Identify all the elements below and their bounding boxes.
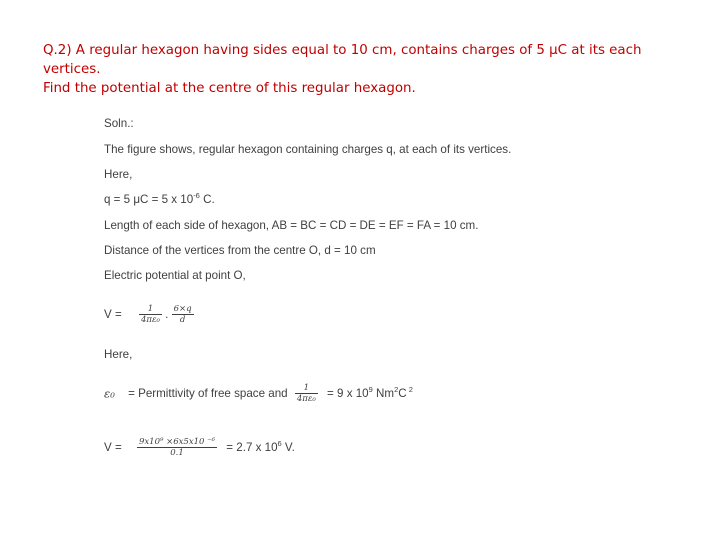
here-label-2: Here, — [104, 348, 133, 361]
unit-coulomb: C — [398, 387, 407, 400]
charge-distance-fraction — [172, 304, 194, 325]
result-unit: V. — [281, 441, 295, 454]
calc-prefix: V = — [104, 441, 122, 454]
calc-denominator: 0.1 — [170, 448, 184, 458]
figure-description: The figure shows, regular hexagon containing charges q, at each of its vertices. — [104, 143, 512, 156]
here-label: Here, — [104, 168, 133, 181]
question-line-2: Find the potential at the centre of this regular hexagon. — [43, 81, 416, 96]
value-exponent: 9 — [368, 385, 373, 394]
question-line-1: Q.2) A regular hexagon having sides equal to 10 cm, contains charges of 5 μC at its each vertices. — [43, 43, 642, 77]
charge-unit: C. — [199, 193, 215, 206]
calc-numerator: 9x10⁹ ×6x5x10 ⁻⁶ — [138, 437, 216, 447]
permittivity-value — [327, 387, 413, 400]
charge-value — [104, 193, 215, 206]
permittivity-line — [104, 383, 413, 404]
solution-heading: Soln.: — [104, 117, 134, 130]
calculation-line — [104, 437, 295, 458]
formula-prefix: V = — [104, 308, 122, 321]
value-text: = 9 x 10 — [327, 387, 369, 400]
vertex-distance: Distance of the vertices from the centre O, d = 10 cm — [104, 244, 376, 257]
permittivity-fraction — [295, 383, 318, 404]
epsilon-symbol: ε₀ — [104, 386, 115, 401]
fraction-denominator: 4πε₀ — [296, 394, 316, 404]
multiply-dot: . — [165, 308, 169, 321]
potential-formula — [104, 304, 194, 325]
charge-exponent: -6 — [193, 191, 200, 200]
side-length: Length of each side of hexagon, AB = BC = CD = DE = EF = FA = 10 cm. — [104, 219, 479, 232]
fraction-numerator: 1 — [139, 304, 162, 315]
unit-coulomb-exponent: 2 — [406, 385, 413, 394]
result-text: = 2.7 x 10 — [226, 441, 278, 454]
fraction-denominator: d — [179, 315, 186, 325]
fraction-numerator: 6×q — [173, 304, 192, 314]
fraction-numerator: 1 — [295, 383, 318, 394]
unit-text: Nm — [372, 387, 395, 400]
coulomb-constant-fraction — [139, 304, 162, 325]
unit-exponent: 2 — [394, 385, 399, 394]
electric-potential-label: Electric potential at point O, — [104, 269, 246, 282]
calculation-fraction — [137, 437, 217, 458]
fraction-denominator: 4πε₀ — [140, 315, 160, 325]
calc-result — [226, 441, 295, 454]
result-exponent: 6 — [277, 439, 282, 448]
charge-text: q = 5 μC = 5 x 10 — [104, 193, 194, 206]
permittivity-text: = Permittivity of free space and — [128, 387, 288, 400]
question-text — [43, 41, 703, 98]
